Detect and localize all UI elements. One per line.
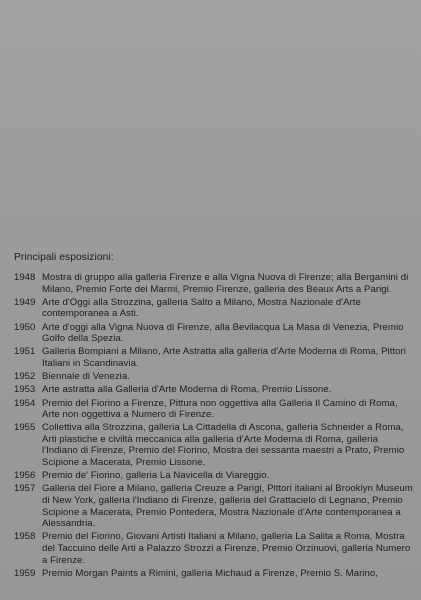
entry-text: Premio del Fiorino, Giovani Artisti Italiani a Milano, galleria La Salita a Roma, Mostra del Taccuino delle Arti a Palazzo Strozzi a Firenze, Premio Orzinuovi, galleria Numero a Firenze.	[42, 531, 411, 566]
exhibition-list	[14, 272, 414, 581]
entry-year: 1955	[14, 422, 36, 434]
entry-year: 1959	[14, 567, 36, 579]
entry-year: 1949	[14, 296, 36, 308]
entry-text: Arte d'oggi alla Vigna Nuova di Firenze, alla Bevilacqua La Masa di Venezia, Premio Golfo della Spezia.	[42, 321, 404, 345]
entry-text: Collettiva alla Strozzina, galleria La Cittadella di Ascona, galleria Schneider a Roma, Arti plastiche e civiltà meccanica alla galleria d'Arte Moderna di Roma, galleria l'Indiano di Firenze, Premio del Fiorino, Mostra dei sessanta maestri a Prato, Premio Scipione a Macerata, Premio Lissone.	[42, 422, 405, 469]
exhibition-entry	[14, 422, 414, 468]
exhibition-entry	[14, 568, 414, 580]
entry-text: Arte astratta alla Galleria d'Arte Moderna di Roma, Premio Lissone.	[42, 384, 332, 396]
exhibition-entry	[14, 322, 414, 345]
entry-year: 1948	[14, 272, 36, 283]
entry-text: Biennale di Venezia.	[42, 371, 130, 383]
entry-year: 1958	[14, 531, 36, 543]
entry-year: 1952	[14, 371, 36, 383]
exhibition-entry	[14, 346, 414, 369]
entry-text: Premio de' Fiorino, galleria La Navicella di Viareggio.	[42, 470, 270, 482]
exhibition-entry	[14, 384, 414, 396]
exhibition-entry	[14, 483, 414, 529]
entry-text: Galleria Bompiani a Milano, Arte Astratta alla galleria d'Arte Moderna di Roma, Pittori Italiani in Scandinavia.	[42, 346, 406, 369]
section-heading: Principali esposizioni:	[14, 252, 114, 263]
entry-text: Premio del Fiorino a Firenze, Pittura non oggettiva alla Galleria Il Camino di Roma, Arte non oggettiva a Numero di Firenze.	[42, 397, 398, 421]
exhibition-entry	[14, 272, 414, 295]
entry-text: Arte d'Oggi alla Strozzina, galleria Salto a Milano, Mostra Nazionale d'Arte contemporanea a Asti.	[42, 296, 361, 320]
entry-year: 1957	[14, 483, 36, 495]
exhibition-entry	[14, 398, 414, 421]
exhibition-entry	[14, 470, 414, 482]
entry-year: 1953	[14, 384, 36, 396]
exhibition-entry	[14, 297, 414, 320]
entry-year: 1956	[14, 470, 36, 482]
exhibition-entry	[14, 531, 414, 566]
entry-year: 1951	[14, 346, 36, 358]
entry-year: 1950	[14, 321, 36, 333]
exhibition-entry	[14, 371, 414, 383]
entry-text: Galleria del Fiore a Milano, galleria Creuze a Parigi, Pittori italiani al Brooklyn Museum di New York, galleria l'Indiano di Firenze, galleria del Grattacielo di Legnano, Premio Scipione a Macerata, Premio Pontedera, Mostra Nazionale d'Arte contemporanea a Alessandria.	[42, 483, 413, 530]
entry-text: Mostra di gruppo alla galleria Firenze e alla Vigna Nuova di Firenze; alla Bergamini di Milano, Premio Forte dei Marmi, Premio Firenze, galleria des Beaux Arts a Parigi.	[42, 272, 409, 295]
entry-text: Premio Morgan Paints a Rimini, galleria Michaud a Firenze, Premio S. Marino,	[42, 567, 378, 579]
entry-year: 1954	[14, 397, 36, 409]
